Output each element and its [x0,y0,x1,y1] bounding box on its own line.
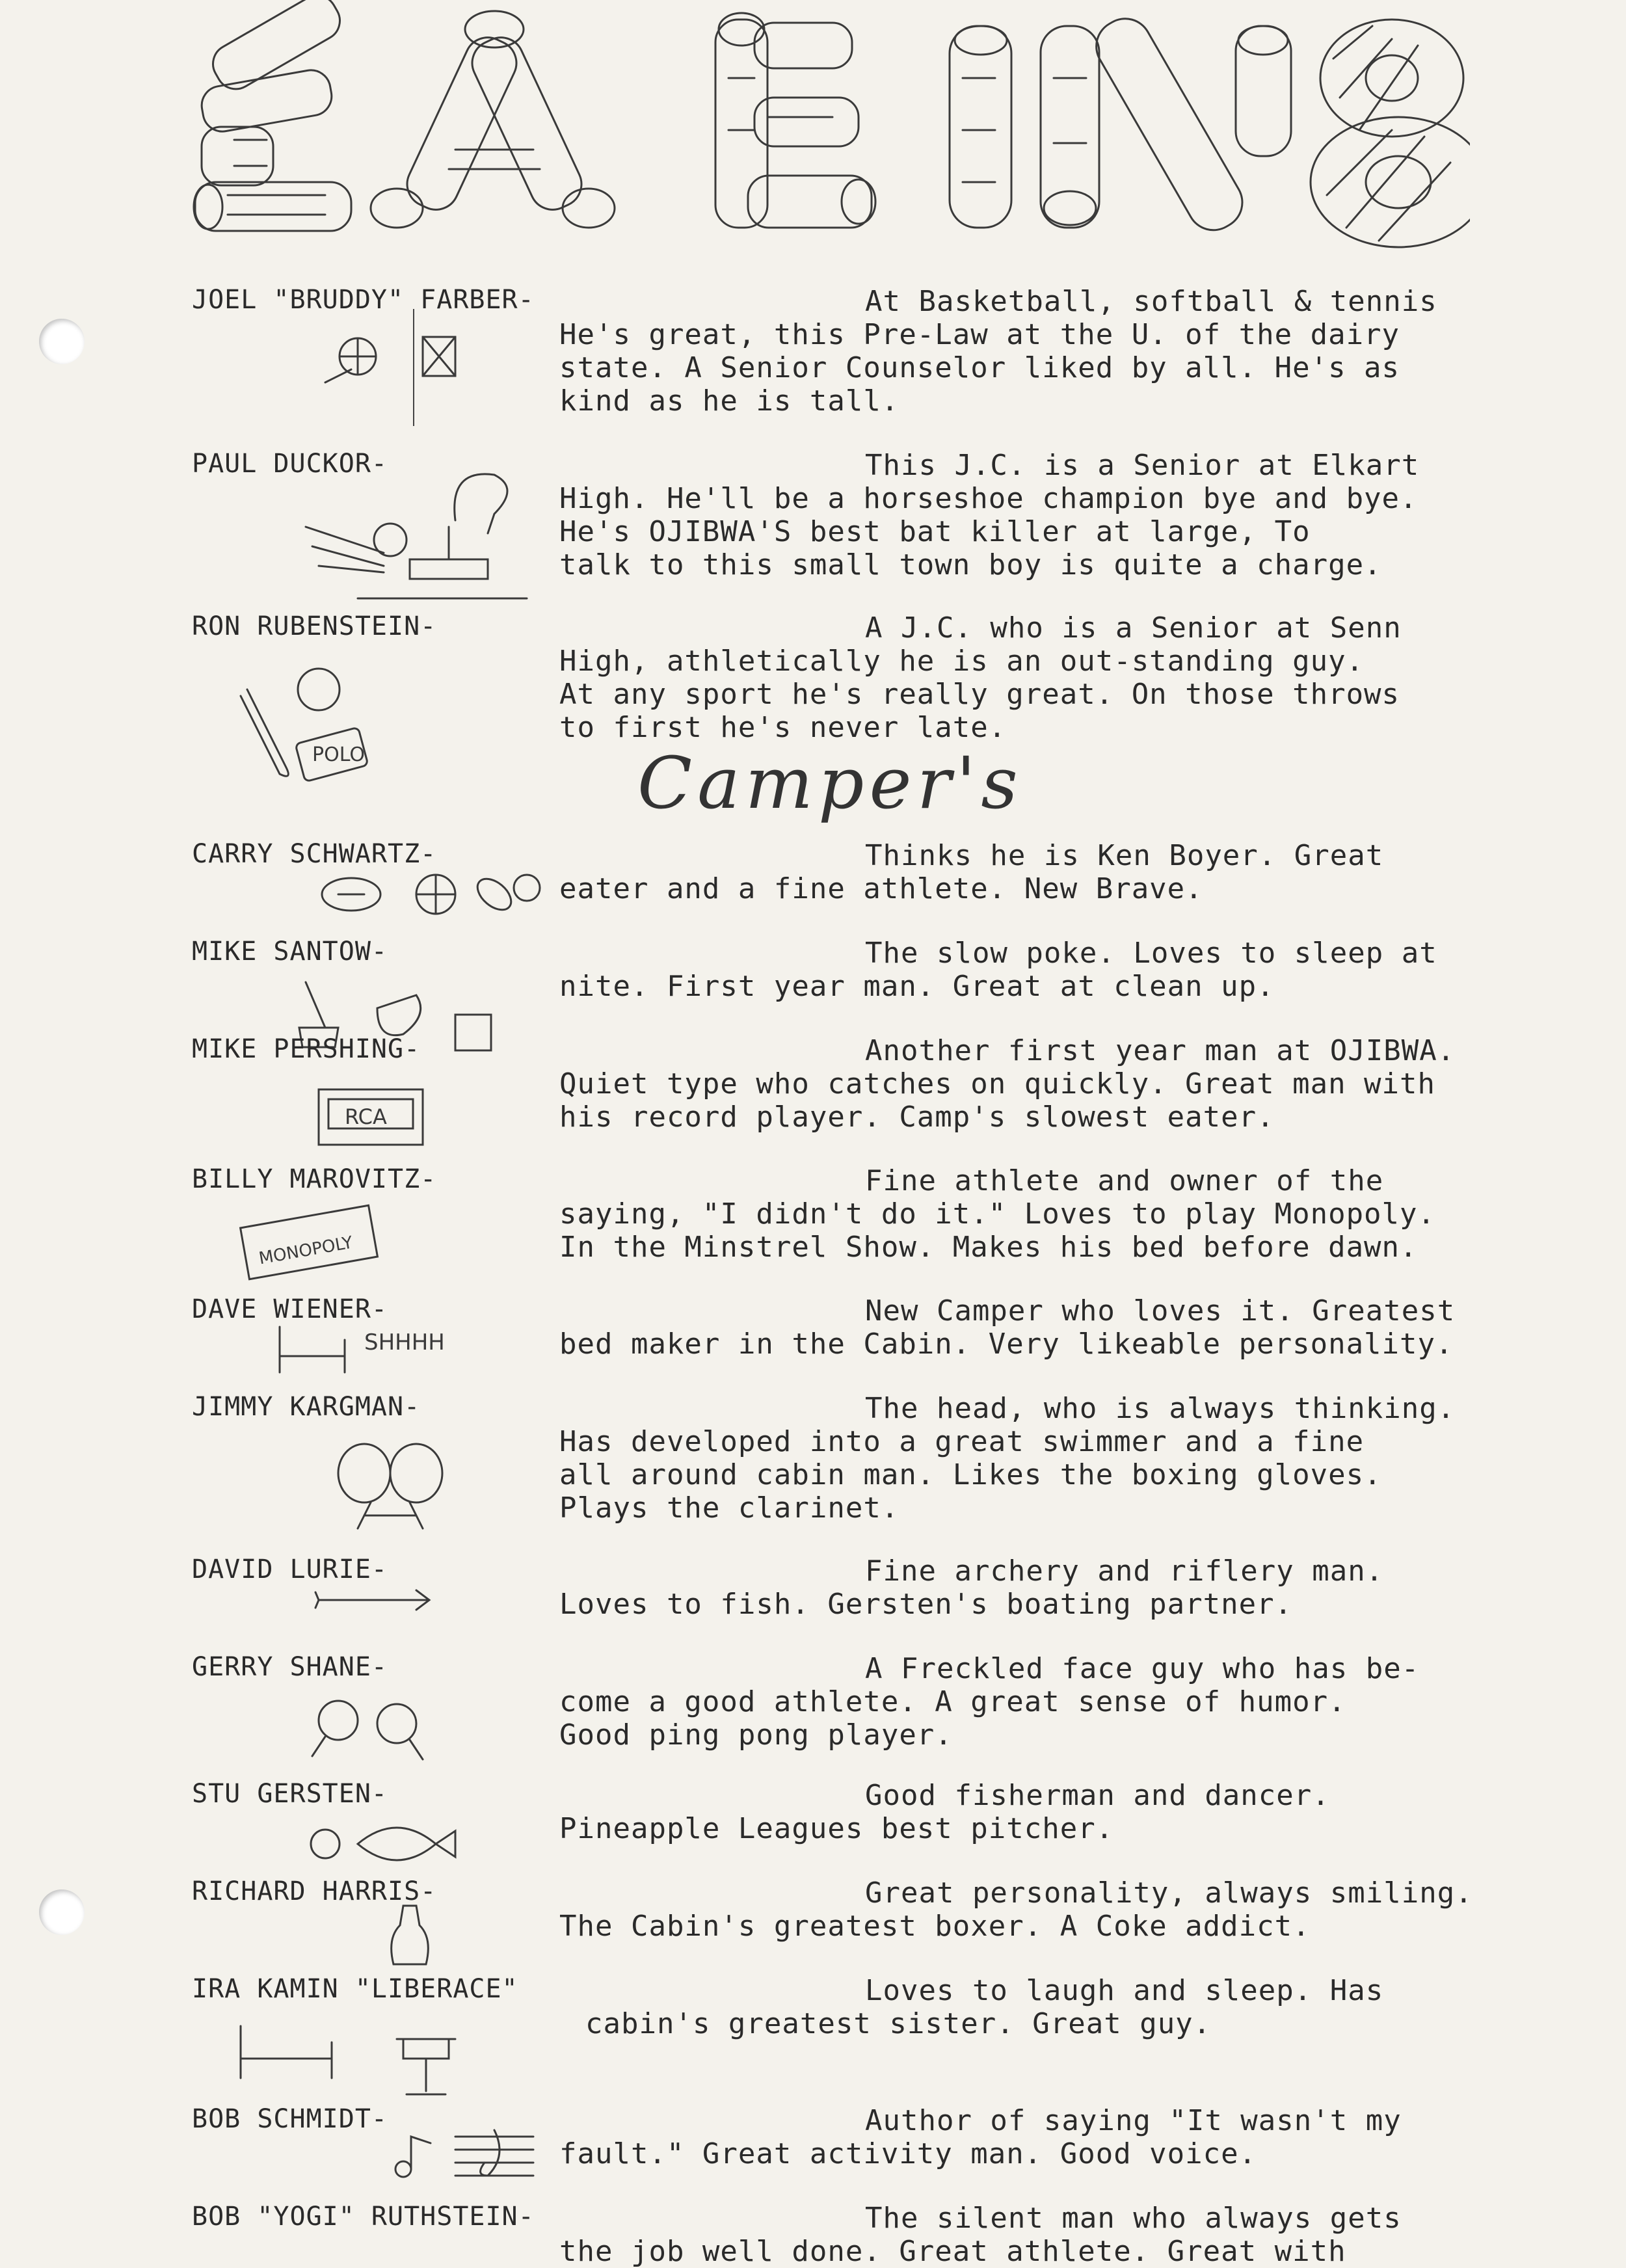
description-line: fault." Great activity man. Good voice. [559,2137,1257,2170]
entry-name: BOB "YOGI" RUTHSTEIN- [192,2202,535,2232]
punch-hole-middle [39,1889,85,1935]
description-line: Good ping pong player. [559,1718,953,1752]
fish-doodle [299,1811,468,1879]
entry-description [559,285,1548,418]
handwritten-campers: Camper's [637,741,1023,825]
description-line: all around cabin man. Likes the boxing gloves. [559,1458,1382,1491]
arrow-doodle [312,1581,442,1622]
description-line: He's OJIBWA'S best bat killer at large, To [559,515,1311,548]
description-line: state. A Senior Counselor liked by all. He's as [559,351,1400,384]
description-line: Thinks he is Ken Boyer. Great [865,839,1384,872]
description-line: At Basketball, softball & tennis [865,285,1437,318]
description-line: Loves to laugh and sleep. Has [865,1974,1384,2007]
description-line: cabin's greatest sister. Great guy. [585,2007,1212,2040]
monopoly-box-doodle [234,1197,384,1284]
description-line: bed maker in the Cabin. Very likeable personality. [559,1327,1454,1361]
description-line: At any sport he's really great. On those throws [559,678,1400,711]
description-line: eater and a fine athlete. New Brave. [559,872,1203,905]
entry-name: RICHARD HARRIS- [192,1876,437,1906]
entry-name: BOB SCHMIDT- [192,2104,388,2134]
description-line: He's great, this Pre-Law at the U. of the dairy [559,318,1400,351]
description-line: Plays the clarinet. [559,1491,900,1525]
rca-label: RCA [345,1104,387,1129]
entry-name: IRA KAMIN "LIBERACE" [192,1974,518,2004]
description-line: A Freckled face guy who has be- [865,1652,1420,1685]
entry-description [559,611,1548,744]
entry-name: PAUL DUCKOR- [192,449,388,479]
punch-hole-top [39,319,85,364]
entry-description [559,1876,1548,1943]
description-line: In the Minstrel Show. Makes his bed before dawn. [559,1231,1418,1264]
entry-name: DAVE WIENER- [192,1294,388,1324]
description-line: High. He'll be a horseshoe champion bye and bye. [559,482,1418,515]
description-line: Another first year man at OJIBWA. [865,1034,1456,1067]
log-number-8 [1311,20,1470,247]
basketball-hoop-doodle [325,324,481,405]
music-notes-doodle [364,2117,559,2198]
record-player-doodle [312,1080,429,1154]
shhh-label: SHHHH [364,1329,445,1355]
entry-description [585,1974,1574,2040]
description-line: The head, who is always thinking. [865,1392,1456,1425]
entry-description [559,1779,1548,1845]
log-letter-n [1041,9,1291,239]
description-line: the job well done. Great athlete. Great with [559,2235,1346,2268]
entry-description [559,1034,1548,1134]
entry-description [559,1392,1548,1525]
entry-description [559,449,1548,581]
entry-description [559,2104,1548,2170]
description-line: The Cabin's greatest boxer. A Coke addict. [559,1910,1311,1943]
description-line: Good fisherman and dancer. [865,1779,1330,1812]
description-line: Quiet type who catches on quickly. Great man with [559,1067,1436,1101]
description-line: saying, "I didn't do it." Loves to play Monopoly. [559,1197,1436,1231]
entry-description [559,1164,1548,1264]
entry-description [559,839,1548,905]
entry-name: JIMMY KARGMAN- [192,1392,421,1422]
bed-and-candelabra-doodle [234,2013,481,2107]
description-line: talk to this small town boy is quite a charge. [559,548,1382,581]
entry-name: DAVID LURIE- [192,1554,388,1584]
entry-name: JOEL "BRUDDY" FARBER- [192,285,535,315]
description-line: his record player. Camp's slowest eater. [559,1101,1275,1134]
description-line: Author of saying "It wasn't my [865,2104,1402,2137]
description-line: Fine athlete and owner of the [865,1164,1384,1197]
description-line: High, athletically he is an out-standing guy. [559,645,1365,678]
description-line: nite. First year man. Great at clean up. [559,970,1275,1003]
bed-doodle [273,1320,520,1381]
description-line: Great personality, always smiling. [865,1876,1473,1910]
monopoly-label: MONOPOLY [257,1233,354,1269]
bat-and-ball-doodle [234,663,403,796]
entry-description [559,1554,1548,1621]
log-letter-b [715,13,875,228]
description-line: The slow poke. Loves to sleep at [865,937,1437,970]
horseshoe-doodle [293,462,540,607]
entry-name: MIKE SANTOW- [192,937,388,967]
entry-name: RON RUBENSTEIN- [192,611,437,641]
polo-label: POLO [312,743,365,766]
entry-name: MIKE PERSHING- [192,1034,421,1064]
description-line: A J.C. who is a Senior at Senn [865,611,1402,645]
coke-bottle-doodle [384,1902,442,1977]
entry-description [559,2202,1548,2268]
description-line: Loves to fish. Gersten's boating partner. [559,1588,1293,1621]
entry-description [559,937,1548,1003]
description-line: Pineapple Leagues best pitcher. [559,1812,1114,1845]
log-letter-c [194,0,351,231]
log-letter-a [371,11,615,228]
balls-doodle [319,865,546,926]
page-title [182,0,1470,260]
description-line: This J.C. is a Senior at Elkart [865,449,1420,482]
description-line: Fine archery and riflery man. [865,1554,1384,1588]
entry-description [559,1294,1548,1361]
description-line: Has developed into a great swimmer and a fine [559,1425,1365,1458]
description-line: The silent man who always gets [865,2202,1402,2235]
description-line: kind as he is tall. [559,384,900,418]
log-letters-illustration [182,0,1470,260]
boxing-gloves-doodle [325,1437,455,1538]
entry-name: GERRY SHANE- [192,1652,388,1682]
entry-name: CARRY SCHWARTZ- [192,839,437,869]
description-line: to first he's never late. [559,711,1007,744]
entry-name: BILLY MAROVITZ- [192,1164,437,1194]
ping-pong-paddles-doodle [299,1691,442,1765]
entry-description [559,1652,1548,1752]
description-line: come a good athlete. A great sense of humor. [559,1685,1346,1718]
entry-name: STU GERSTEN- [192,1779,388,1809]
description-line: New Camper who loves it. Greatest [865,1294,1456,1327]
log-letter-i [950,26,1011,228]
